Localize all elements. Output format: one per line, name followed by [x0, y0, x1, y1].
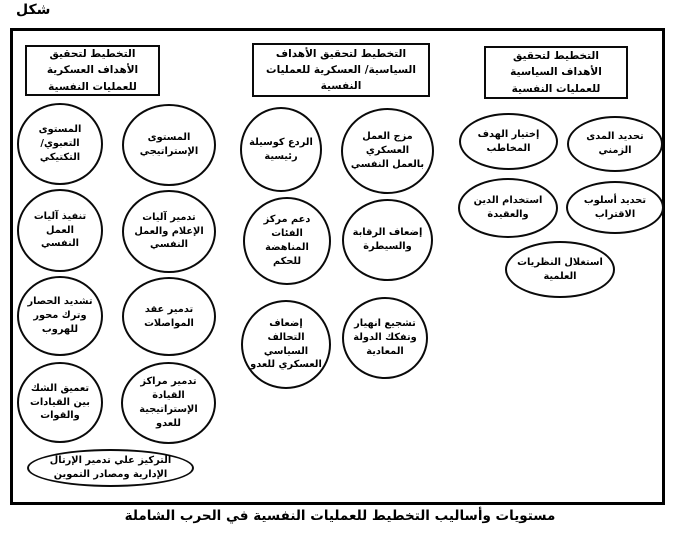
- node-destroy-communication-hubs: تدمير عقد المواصلات: [122, 277, 216, 356]
- node-tighten-siege: تشديد الحصار وترك محور للهروب: [17, 276, 103, 356]
- figure-label: شكل: [16, 2, 51, 18]
- header-political-planning: التخطيط لتحقيق الأهداف السياسية للعمليات النفسية: [484, 46, 628, 99]
- node-merge-military-psych-action: مزج العمل العسكري بالعمل النفسي: [341, 108, 434, 194]
- node-deepen-doubt: تعميق الشك بين القيادات والقوات: [17, 362, 103, 443]
- node-strategic-level: المستوى الإستراتيجي: [122, 104, 216, 186]
- node-encourage-state-collapse: تشجيع انهيار وتفكك الدولة المعادية: [342, 297, 428, 379]
- node-use-religion-creed: استخدام الدين والعقيدة: [458, 178, 558, 238]
- diagram-frame: [10, 28, 665, 505]
- node-destroy-command-centers: تدمير مراكز القيادة الإستراتيجية للعدو: [121, 362, 216, 444]
- node-define-approach-style: تحديد أسلوب الاقتراب: [566, 181, 664, 234]
- header-military-planning: التخطيط لتحقيق الأهداف العسكرية للعمليات النفسية: [25, 45, 160, 96]
- node-weaken-enemy-alliance: إضعاف التحالف السياسي العسكري للعدو: [241, 300, 331, 389]
- header-political-military-planning: التخطيط لتحقيق الأهداف السياسية/ العسكرية للعمليات النفسية: [252, 43, 430, 97]
- node-weaken-control: إضعاف الرقابة والسيطرة: [342, 199, 433, 281]
- node-tactical-level: المستوى التعبوي/ التكتيكي: [17, 103, 103, 185]
- node-choose-target-audience: إختيار الهدف المخاطب: [459, 113, 558, 170]
- node-support-opposition-factions: دعم مركز الفئات المناهضة للحكم: [243, 197, 331, 285]
- node-target-supply-convoys: التركيز علي تدمير الإرتال الإدارية ومصادر التموين: [27, 449, 194, 487]
- node-deterrence-main-means: الردع كوسيلة رئيسية: [240, 107, 322, 192]
- node-destroy-media-mechanisms: تدمير آليات الإعلام والعمل النفسي: [122, 190, 216, 273]
- figure-caption: مستويات وأساليب التخطيط للعمليات النفسية في الحرب الشاملة: [124, 508, 556, 524]
- node-exploit-scientific-theories: استغلال النظريات العلمية: [505, 241, 615, 298]
- node-define-timeframe: تحديد المدى الزمني: [567, 116, 663, 172]
- node-implement-psych-mechanisms: تنفيذ آليات العمل النفسي: [17, 189, 103, 272]
